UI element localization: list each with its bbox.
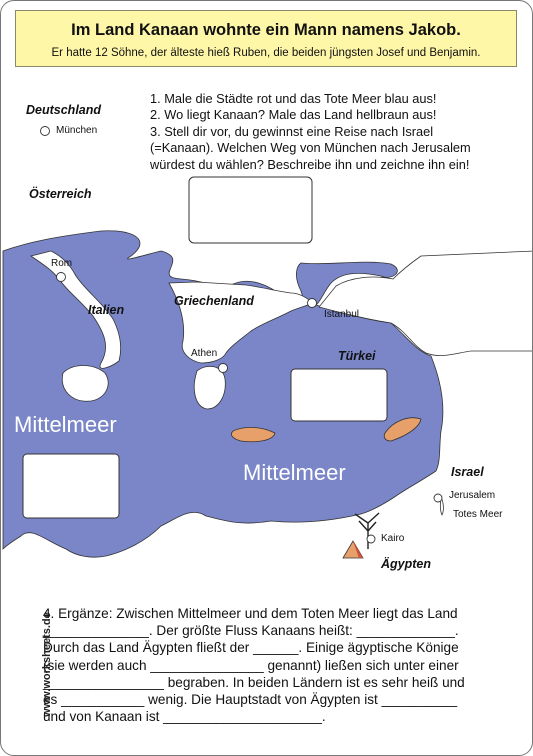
label-sea-center: Mittelmeer	[243, 460, 346, 485]
fill-in-exercise	[43, 605, 513, 725]
site-credit: www.worksheets.de	[41, 612, 53, 717]
pyramid-icon	[343, 541, 363, 558]
exercise-line: ________________ begraben. In beiden Ländern ist es sehr heiß und	[43, 674, 465, 690]
task-line: 2. Wo liegt Kanaan? Male das Land hellbraun aus!	[150, 107, 437, 123]
exercise-line: 4. Ergänze: Zwischen Mittelmeer und dem Toten Meer liegt das Land	[43, 606, 458, 621]
city-marker-rom	[57, 273, 66, 282]
label-aegypten: Ägypten	[381, 557, 431, 571]
exercise-line: es ___________ wenig. Die Hauptstadt von Ägypten ist __________	[43, 692, 458, 708]
label-griechenland: Griechenland	[174, 294, 254, 308]
label-deutschland: Deutschland	[26, 103, 102, 117]
label-rom: Rom	[51, 258, 73, 269]
exercise-line: ______________. Der größte Fluss Kanaans heißt: _____________.	[43, 623, 459, 639]
label-istanbul: Istanbul	[324, 309, 360, 320]
answer-box-left[interactable]	[23, 454, 119, 518]
header-title: Im Land Kanaan wohnte ein Mann namens Jakob.	[71, 21, 461, 39]
label-totes-meer: Totes Meer	[453, 509, 503, 520]
answer-box-tuerkei[interactable]	[291, 369, 387, 421]
label-israel: Israel	[451, 465, 484, 479]
task-line: (=Kanaan). Welchen Weg von München nach Jerusalem	[150, 140, 471, 156]
label-sea-left: Mittelmeer	[14, 412, 117, 437]
city-marker-muenchen	[41, 127, 50, 136]
task-line: würdest du wählen? Beschreibe ihn und zeichne ihn ein!	[150, 156, 470, 172]
label-jerusalem: Jerusalem	[449, 490, 496, 501]
city-marker-istanbul	[308, 299, 317, 308]
exercise-line: Durch das Land Ägypten fließt der ______. Einige ägyptische Könige	[43, 640, 459, 656]
city-marker-athen	[219, 364, 228, 373]
label-tuerkei: Türkei	[338, 349, 376, 363]
label-italien: Italien	[88, 303, 125, 317]
label-muenchen: München	[56, 125, 98, 136]
header-subtitle: Er hatte 12 Söhne, der älteste hieß Ruben, die beiden jüngsten Josef und Benjamin.	[51, 47, 481, 59]
exercise-line: (sie werden auch _______________ genannt) ließen sich unter einer	[43, 657, 459, 673]
answer-box-top[interactable]	[189, 177, 312, 243]
city-marker-kairo	[367, 535, 375, 543]
label-oesterreich: Österreich	[29, 187, 92, 201]
task-line: 3. Stell dir vor, du gewinnst eine Reise nach Israel	[150, 123, 434, 139]
city-marker-jerusalem	[434, 494, 442, 502]
nile-river-icon	[355, 513, 379, 549]
task-line: 1. Male die Städte rot und das Tote Meer blau aus!	[150, 91, 437, 106]
label-kairo: Kairo	[381, 533, 405, 544]
exercise-line: und von Kanaan ist _____________________.	[43, 709, 326, 725]
label-athen: Athen	[191, 348, 218, 359]
